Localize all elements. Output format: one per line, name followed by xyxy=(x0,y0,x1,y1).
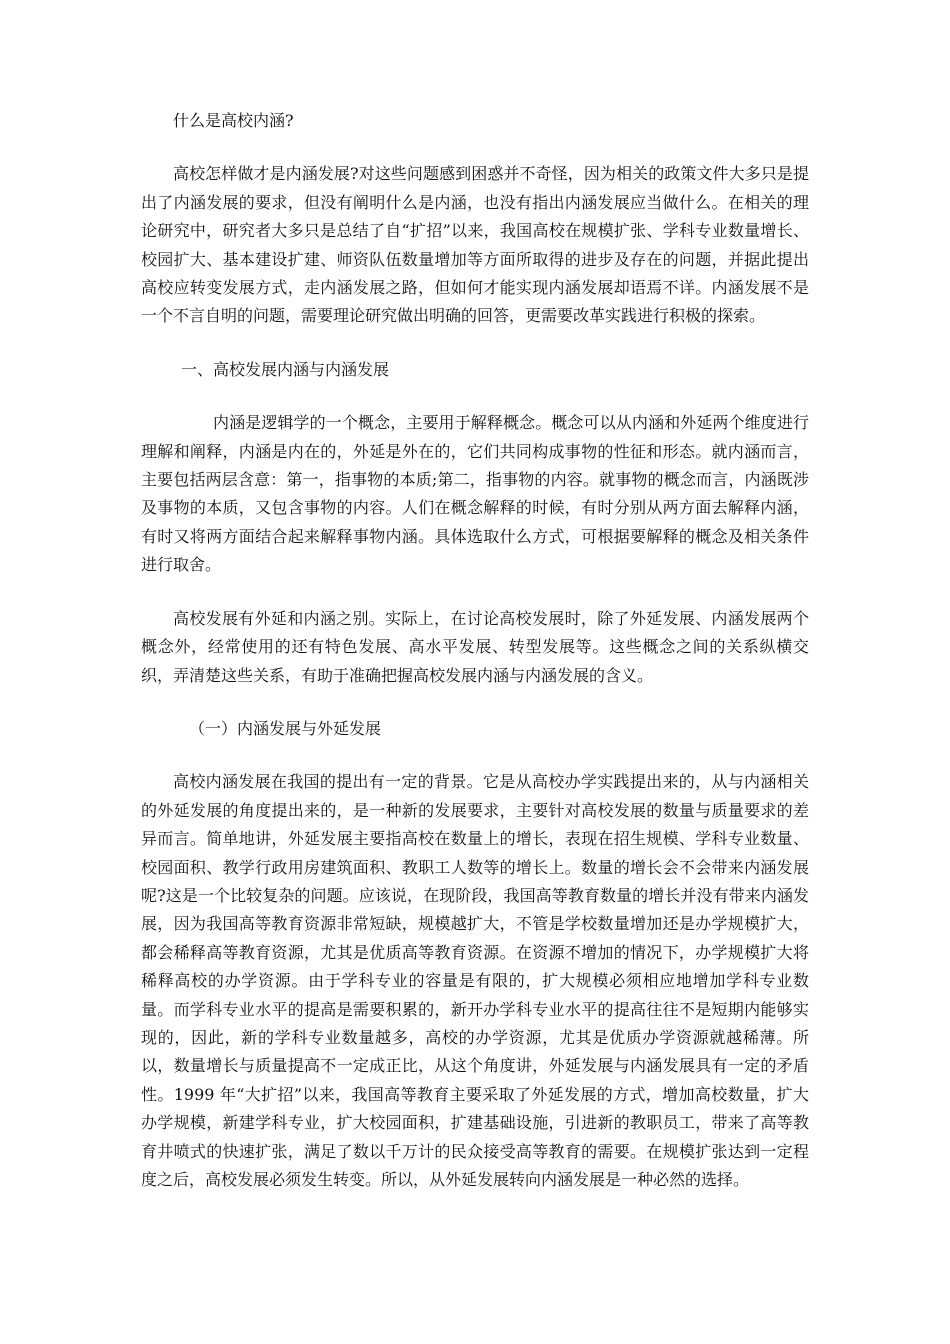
document-page xyxy=(141,107,809,1194)
subsection1-paragraph-1: 高校内涵发展在我国的提出有一定的背景。它是从高校办学实践提出来的，从与内涵相关的外延发展的角度提出来的，是一种新的发展要求，主要针对高校发展的数量与质量要求的差异而言。简单地讲，外延发展主要指高校在数量上的增长，表现在招生规模、学科专业数量、校园面积、教学行政用房建筑面积、教职工人数等的增长上。数量的增长会不会带来内涵发展呢?这是一个比较复杂的问题。应该说，在现阶段，我国高等教育数量的增长并没有带来内涵发展，因为我国高等教育资源非常短缺，规模越扩大，不管是学校数量增加还是办学规模扩大，都会稀释高等教育资源，尤其是优质高等教育资源。在资源不增加的情况下，办学规模扩大将稀释高校的办学资源。由于学科专业的容量是有限的，扩大规模必须相应地增加学科专业数量。而学科专业水平的提高是需要积累的，新开办学科专业水平的提高往往不是短期内能够实现的，因此，新的学科专业数量越多，高校的办学资源，尤其是优质办学资源就越稀薄。所以，数量增长与质量提高不一定成正比，从这个角度讲，外延发展与内涵发展具有一定的矛盾性。1999 年“大扩招”以来，我国高等教育主要采取了外延发展的方式，增加高校数量，扩大办学规模，新建学科专业，扩大校园面积，扩建基础设施，引进新的教职员工，带来了高等教育井喷式的快速扩张，满足了数以千万计的民众接受高等教育的需要。在规模扩张达到一定程度之后，高校发展必须发生转变。所以，从外延发展转向内涵发展是一种必然的选择。 xyxy=(141,772,809,1189)
spacer xyxy=(141,384,809,409)
spacer xyxy=(141,331,809,356)
intro-paragraph: 高校怎样做才是内涵发展?对这些问题感到困惑并不奇怪，因为相关的政策文件大多只是提出了内涵发展的要求，但没有阐明什么是内涵，也没有指出内涵发展应当做什么。在相关的理论研究中，研究者大多只是总结了自“扩招”以来，我国高校在规模扩张、学科专业数量增长、校园扩大、基本建设扩建、师资队伍数量增加等方面所取得的进步及存在的问题，并据此提出高校应转变发展方式，走内涵发展之路，但如何才能实现内涵发展却语焉不详。内涵发展不是一个不言自明的问题，需要理论研究做出明确的回答，更需要改革实践进行积极的探索。 xyxy=(141,164,809,326)
section-heading-1: 一、高校发展内涵与内涵发展 xyxy=(181,359,390,379)
spacer xyxy=(141,743,809,768)
spacer xyxy=(141,580,809,605)
subsection-heading-1: （一）内涵发展与外延发展 xyxy=(189,718,382,738)
spacer xyxy=(141,690,809,715)
spacer xyxy=(141,135,809,160)
question-line: 什么是高校内涵? xyxy=(173,111,294,130)
section1-paragraph-2: 高校发展有外延和内涵之别。实际上，在讨论高校发展时，除了外延发展、内涵发展两个概念外，经常使用的还有特色发展、高水平发展、转型发展等。这些概念之间的关系纵横交织，弄清楚这些关系，有助于准确把握高校发展内涵与内涵发展的含义。 xyxy=(141,608,809,685)
section1-paragraph-1: 内涵是逻辑学的一个概念，主要用于解释概念。概念可以从内涵和外延两个维度进行理解和阐释，内涵是内在的，外延是外在的，它们共同构成事物的性征和形态。就内涵而言，主要包括两层含意：第一，指事物的本质;第二，指事物的内容。就事物的概念而言，内涵既涉及事物的本质，又包含事物的内容。人们在概念解释的时候，有时分别从两方面去解释内涵，有时又将两方面结合起来解释事物内涵。具体选取什么方式，可根据要解释的概念及相关条件进行取舍。 xyxy=(141,413,809,575)
